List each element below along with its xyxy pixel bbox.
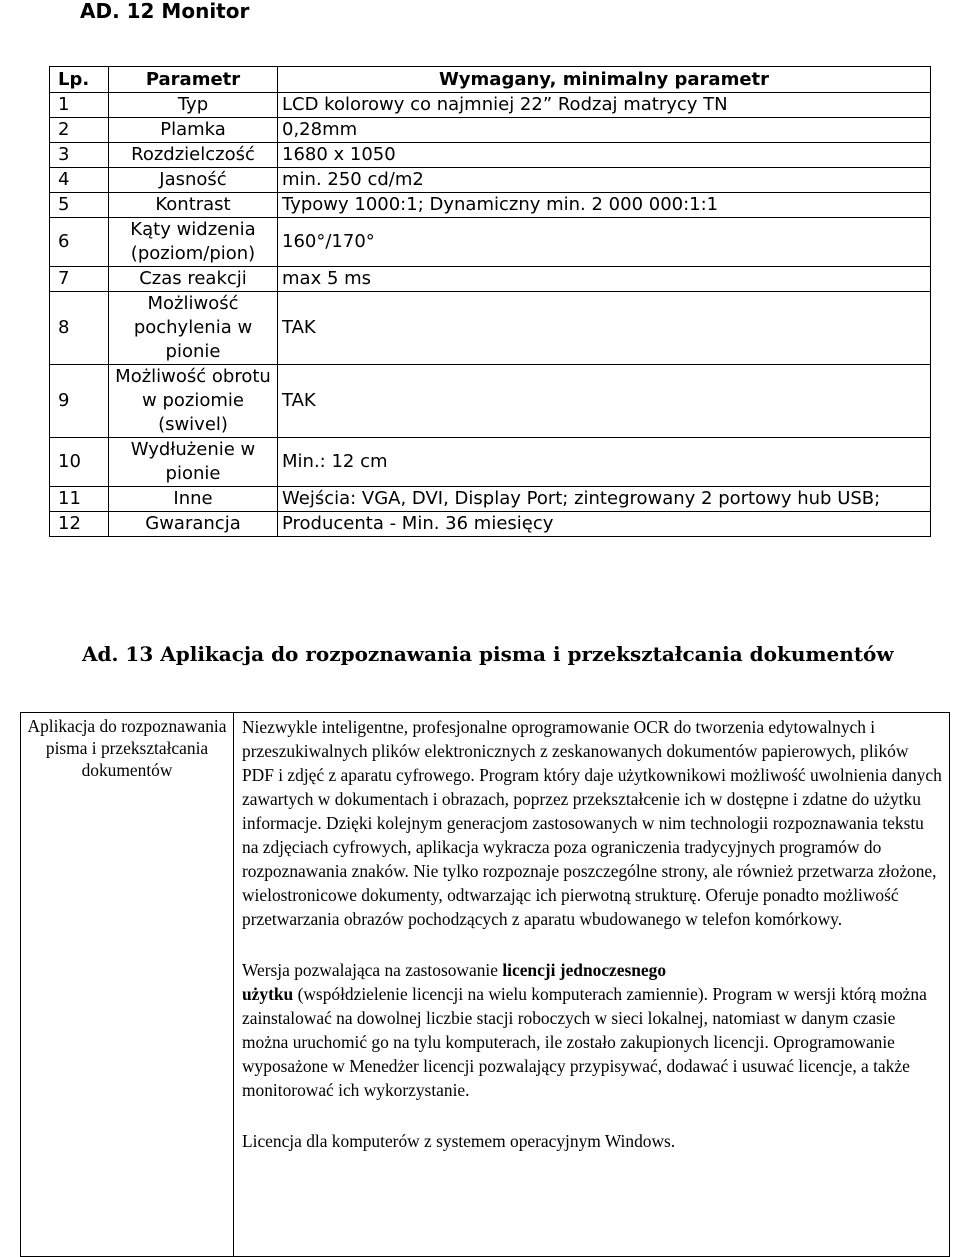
cell-lp: 1 [50, 93, 109, 118]
cell-param: Plamka [109, 118, 278, 143]
table-row [50, 193, 931, 218]
cell-lp: 3 [50, 143, 109, 168]
app-label-cell: Aplikacja do rozpoznawania pisma i przekształcania dokumentów [21, 713, 234, 1257]
cell-value: Min.: 12 cm [278, 438, 931, 487]
cell-param: Rozdzielczość [109, 143, 278, 168]
table-row [50, 118, 931, 143]
cell-value: 160°/170° [278, 218, 931, 267]
para2-prefix: Wersja pozwalająca na zastosowanie [242, 960, 503, 980]
table-row [50, 365, 931, 438]
table-row [50, 292, 931, 365]
cell-param: Gwarancja [109, 512, 278, 537]
table-row [50, 487, 931, 512]
table-row [50, 93, 931, 118]
cell-param: Czas reakcji [109, 267, 278, 292]
cell-lp: 5 [50, 193, 109, 218]
para2-rest: (współdzielenie licencji na wielu komputerach zamiennie). Program w wersji którą można zainstalować na dowolnej liczbie stacji roboczych w sieci lokalnej, natomiast w danym czasie można uruchomić go na tylu komputerach, ile zostało zakupionych licencji. Oprogramowanie wyposażone w Menedżer licencji pozwalający przypisywać, dodawać i usuwać licencje, a także monitorować ich wykorzystanie. [242, 984, 927, 1100]
para2-bold-uzytku: użytku [242, 984, 294, 1004]
cell-param: Inne [109, 487, 278, 512]
table-row [50, 267, 931, 292]
cell-param: Typ [109, 93, 278, 118]
cell-param: Jasność [109, 168, 278, 193]
table-row [50, 168, 931, 193]
cell-lp: 8 [50, 292, 109, 365]
cell-lp: 4 [50, 168, 109, 193]
monitor-spec-table [49, 66, 931, 537]
cell-param: Możliwość obrotu w poziomie (swivel) [109, 365, 278, 438]
table-row [50, 143, 931, 168]
app-description-cell [234, 713, 950, 1257]
cell-lp: 11 [50, 487, 109, 512]
table-row [50, 218, 931, 267]
cell-lp: 6 [50, 218, 109, 267]
table-row [50, 438, 931, 487]
para2-bold-licencji: licencji jednoczesnego [502, 960, 667, 980]
cell-value: 0,28mm [278, 118, 931, 143]
cell-value: Wejścia: VGA, DVI, Display Port; zintegrowany 2 portowy hub USB; [278, 487, 931, 512]
header-parametr: Parametr [109, 67, 278, 93]
cell-param: Możliwość pochylenia w pionie [109, 292, 278, 365]
cell-lp: 12 [50, 512, 109, 537]
cell-value: LCD kolorowy co najmniej 22” Rodzaj matrycy TN [278, 93, 931, 118]
header-wymagany: Wymagany, minimalny parametr [278, 67, 931, 93]
cell-value: Producenta - Min. 36 miesięcy [278, 512, 931, 537]
description-paragraph-2 [242, 958, 943, 1102]
description-paragraph-3: Licencja dla komputerów z systemem operacyjnym Windows. [242, 1131, 676, 1151]
cell-param: Wydłużenie w pionie [109, 438, 278, 487]
section-title-ocr-app: Ad. 13 Aplikacja do rozpoznawania pisma i przekształcania dokumentów [82, 642, 894, 666]
section-title-monitor: AD. 12 Monitor [80, 0, 250, 23]
cell-lp: 10 [50, 438, 109, 487]
cell-param: Kąty widzenia (poziom/pion) [109, 218, 278, 267]
cell-lp: 7 [50, 267, 109, 292]
description-paragraph-1: Niezwykle inteligentne, profesjonalne oprogramowanie OCR do tworzenia edytowalnych i przeszukiwalnych plików elektronicznych z zeskanowanych dokumentów papierowych, plików PDF i zdjęć z aparatu cyfrowego. Program który daje użytkownikowi możliwość uwolnienia danych zawartych w dokumentach i obrazach, poprzez przekształcenie ich w dostępne i zdatne do użytku informacje. Dzięki kolejnym generacjom zastosowanych w nim technologii rozpoznawania tekstu na zdjęciach cyfrowych, aplikacja wykracza poza ograniczenia tradycyjnych programów do rozpoznawania znaków. Nie tylko rozpoznaje poszczególne strony, ale również przetwarza złożone, wielostronicowe dokumenty, odtwarzając ich pierwotną strukturę. Oferuje ponadto możliwość przetwarzania obrazów pochodzących z aparatu wbudowanego w telefon komórkowy. [242, 717, 942, 929]
ocr-app-table [20, 712, 950, 1257]
cell-value: max 5 ms [278, 267, 931, 292]
cell-lp: 2 [50, 118, 109, 143]
cell-value: Typowy 1000:1; Dynamiczny min. 2 000 000:1:1 [278, 193, 931, 218]
table-header-row [50, 67, 931, 93]
cell-value: 1680 x 1050 [278, 143, 931, 168]
cell-value: TAK [278, 365, 931, 438]
table-row [50, 512, 931, 537]
cell-value: min. 250 cd/m2 [278, 168, 931, 193]
header-lp: Lp. [50, 67, 109, 93]
cell-value: TAK [278, 292, 931, 365]
cell-lp: 9 [50, 365, 109, 438]
cell-param: Kontrast [109, 193, 278, 218]
table-row [21, 713, 950, 1257]
